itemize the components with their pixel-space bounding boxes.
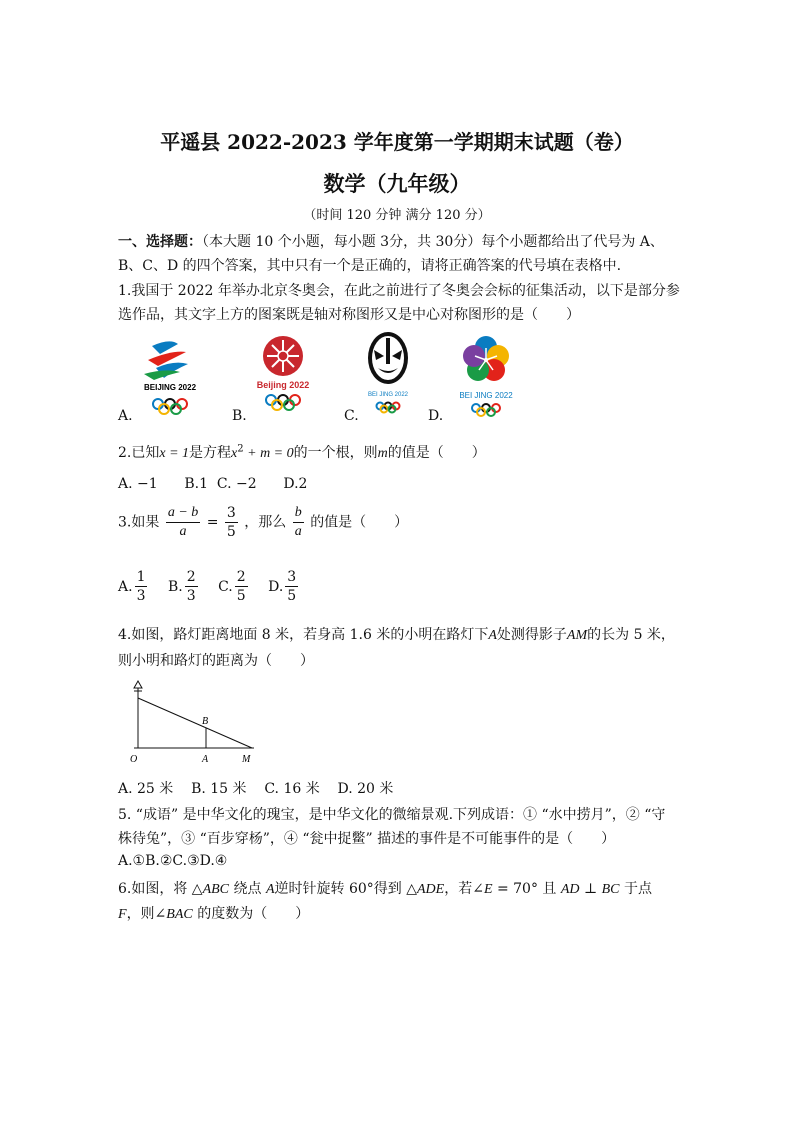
streetlight-figure	[122, 678, 262, 768]
q6-line2c: 的度数为（ ）	[192, 906, 310, 922]
opera-mask-icon	[368, 332, 408, 384]
q3-frac3-num: b	[293, 504, 304, 523]
section1-desc2: B、C、D 的四个答案，其中只有一个是正确的，请将正确答案的代号填在表格中.	[118, 258, 622, 274]
section1-line1	[118, 231, 664, 251]
q4-line2: 则小明和路灯的距离为（ ）	[118, 653, 314, 669]
q4-line1	[118, 624, 675, 644]
q4-var-a: A	[488, 628, 497, 643]
label-a: A	[202, 754, 209, 765]
q5-line1: 5. “成语” 是中华文化的瑰宝，是中华文化的微缩景观.下列成语：① “水中捞月”，② “守	[118, 807, 666, 823]
q6-perp: ⊥	[579, 881, 602, 897]
q3-frac2	[225, 504, 238, 541]
q2-post: 的一个根，则	[293, 445, 378, 461]
q1-option-c: C.	[344, 408, 359, 424]
q4-var-am: AM	[566, 628, 588, 643]
q6-bc: BC	[601, 882, 620, 897]
q1-line1: 1.我国于 2022 年举办北京冬奥会，在此之前进行了冬奥会会标的征集活动，以下是部分参	[118, 283, 680, 299]
q6-line1b: 绕点	[229, 881, 266, 897]
q2-stem	[118, 442, 486, 462]
q3-option-d-label: D.	[268, 578, 284, 595]
olympic-rings-d	[472, 404, 500, 416]
subject-title: 数学（九年级）	[323, 171, 471, 196]
logo-a-stroke	[144, 370, 180, 380]
time-note: （时间 120 分钟 满分 120 分）	[303, 208, 491, 223]
q6-f: F	[118, 907, 127, 922]
logo-b-text: Beijing 2022	[256, 380, 310, 390]
q3-option-a-den: 3	[136, 588, 146, 604]
q4-line1a: 4.如图，路灯距离地面 8 米，若身高 1.6 米的小明在路灯下	[118, 627, 489, 643]
q3-option-a-label: A.	[118, 578, 133, 595]
snowflake-icon	[263, 336, 303, 376]
q2-eq1: x = 1	[159, 446, 190, 461]
light-ray-line	[138, 698, 252, 748]
q6-line1c: 逆时针旋转 60°得到 △	[274, 881, 417, 897]
q2-var: m	[377, 446, 388, 461]
q6-line1d: ，若∠	[444, 881, 484, 897]
q2-eq2-rest: + m = 0	[243, 446, 294, 461]
q3-end: 的值是（ ）	[310, 514, 409, 531]
logo-c-text: BEI JING 2022	[367, 392, 409, 398]
q6-line1a: 6.如图，将 △	[118, 881, 203, 897]
q6-ade: ADE	[416, 882, 445, 897]
q3-option-c-label: C.	[218, 578, 233, 595]
q3-option-a-num: 1	[136, 569, 146, 585]
q3-mid: ，那么	[244, 514, 287, 531]
q3-frac1	[166, 504, 200, 541]
logo-a-image	[130, 334, 210, 420]
q3-pre: 3.如果	[118, 514, 160, 531]
olympic-rings-c	[377, 403, 400, 413]
q3-option-d	[268, 569, 300, 604]
q6-ad: AD	[560, 882, 580, 897]
q6-line2	[118, 903, 309, 923]
q6-a: A	[265, 882, 275, 897]
q2-eq2-exp: 2	[237, 443, 244, 455]
q3-option-b-num: 2	[186, 569, 196, 585]
q6-bac: BAC	[166, 907, 193, 922]
q5-line2: 株待兔”，③ “百步穿杨”，④ “瓮中捉鳖” 描述的事件是不可能事件的是（ ）	[118, 831, 616, 847]
logo-d-text: BEI JING 2022	[459, 391, 513, 400]
logo-b-image	[248, 332, 318, 418]
q6-e: E	[483, 882, 493, 897]
logo-c-image	[358, 330, 418, 418]
q1-line2: 选作品，其文字上方的图案既是轴对称图形又是中心对称图形的是（ ）	[118, 307, 580, 323]
lamp-icon	[134, 681, 142, 688]
q2-pre: 2.已知	[118, 445, 160, 461]
q3-option-a	[118, 569, 149, 604]
q3-option-b-label: B.	[167, 578, 183, 595]
q3-option-b	[167, 569, 200, 604]
q1-option-b: B.	[232, 408, 247, 424]
q3-frac3-den: a	[294, 524, 302, 539]
logo-a-text: BEIJING 2022	[143, 383, 197, 392]
q3-stem	[118, 504, 408, 541]
q4-options: A. 25 米 B. 15 米 C. 16 米 D. 20 米	[118, 781, 394, 797]
q4-line1c: 的长为 5 米，	[587, 627, 675, 643]
logo-d-image	[448, 334, 524, 420]
q3-option-d-num: 3	[287, 569, 297, 585]
flower-icon	[463, 336, 509, 381]
olympic-rings-b	[266, 395, 300, 410]
q3-option-d-den: 5	[287, 588, 297, 604]
q3-option-c-num: 2	[236, 569, 246, 585]
q1-option-d: D.	[428, 408, 444, 424]
q6-abc: ABC	[202, 882, 230, 897]
q6-line1e: = 70° 且	[492, 881, 561, 897]
label-o: O	[130, 754, 138, 765]
q3-option-c-den: 5	[236, 588, 246, 604]
olympic-rings-a	[153, 399, 187, 414]
exam-title: 平遥县 2022-2023 学年度第一学期期末试题（卷）	[160, 130, 634, 154]
q2-options: A. −1 B.1 C. −2 D.2	[118, 476, 308, 492]
label-b: B	[202, 716, 209, 727]
q3-frac3	[293, 504, 304, 541]
q2-mid: 是方程	[189, 445, 232, 461]
section1-desc1: （本大题 10 个小题，每小题 3分，共 30分）每个小题都给出了代号为 A、	[202, 234, 664, 250]
q2-end: 的值是（ ）	[387, 445, 486, 461]
q3-frac1-den: a	[179, 524, 187, 539]
q3-option-b-den: 3	[186, 588, 196, 604]
q3-eq: =	[206, 514, 219, 531]
q4-line1b: 处测得影子	[496, 627, 567, 643]
logo-a-stroke	[152, 341, 178, 354]
q3-option-c	[218, 569, 250, 604]
section1-label: 一、选择题：	[118, 234, 202, 250]
q5-options: A.①B.②C.③D.④	[118, 853, 228, 869]
q3-options	[118, 568, 300, 605]
q3-frac1-num: a − b	[166, 504, 200, 523]
q3-frac2-den: 5	[226, 524, 236, 540]
q6-line1	[118, 878, 652, 898]
q6-line1f: 于点	[619, 881, 652, 897]
q6-line2b: ，则∠	[126, 906, 167, 922]
q1-option-a: A.	[118, 408, 133, 424]
label-m: M	[242, 754, 251, 765]
q3-frac2-num: 3	[226, 505, 236, 521]
q2-eq2-var: x	[231, 446, 238, 461]
